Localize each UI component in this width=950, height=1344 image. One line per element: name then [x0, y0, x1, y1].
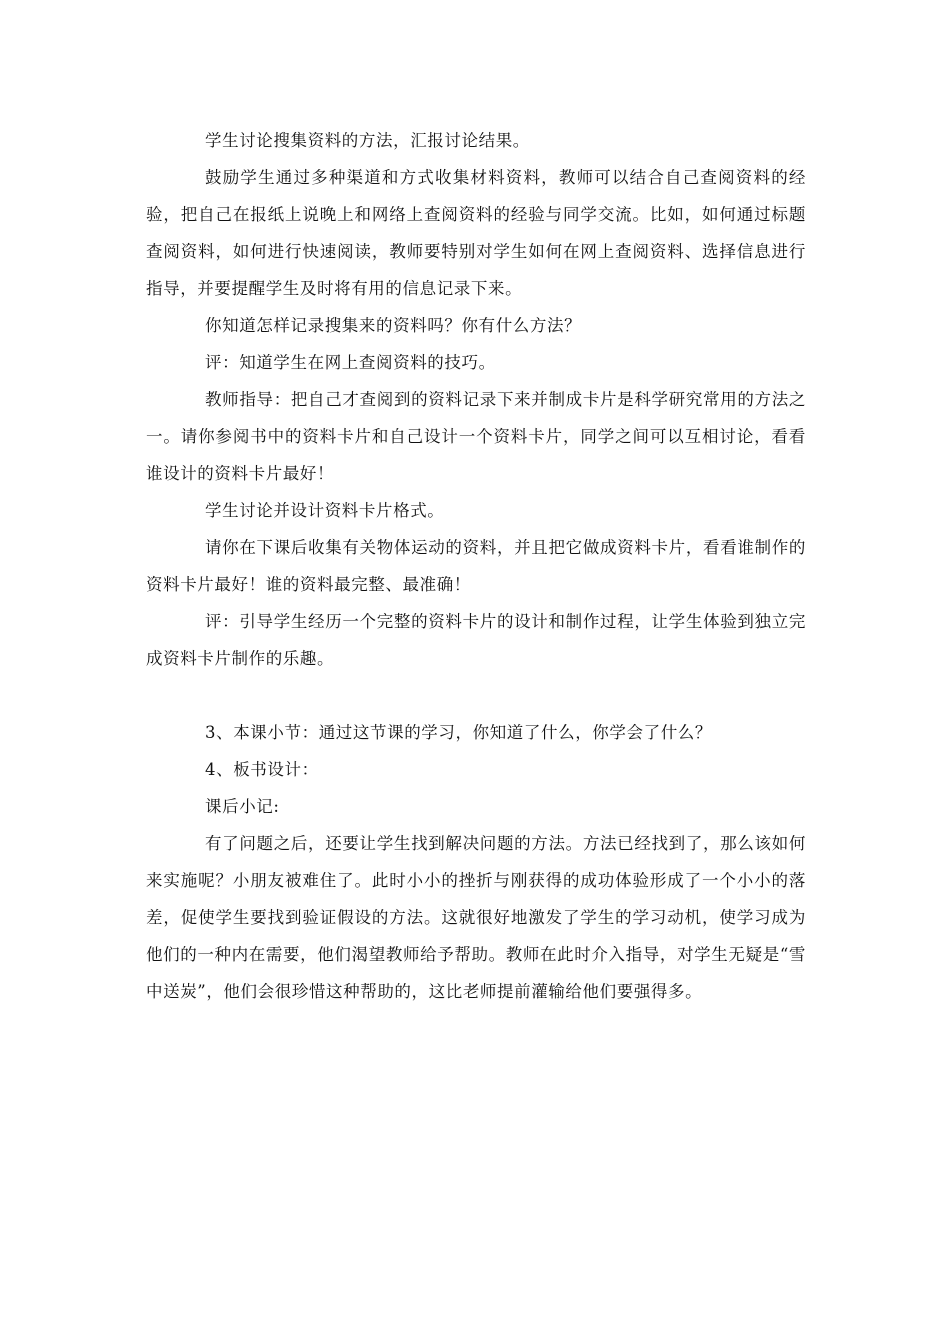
paragraph-comment-skills: 评：知道学生在网上查阅资料的技巧。 [205, 353, 496, 372]
paragraph-teacher-guidance: 教师指导：把自己才查阅到的资料记录下来并制成卡片是科学研究常用的方法之一。请你参阅书中的资料卡片和自己设计一个资料卡片，同学之间可以互相讨论，看看谁设计的资料卡片最好！ [146, 390, 806, 483]
paragraph-card-format: 学生讨论并设计资料卡片格式。 [205, 501, 445, 520]
document-body [146, 122, 806, 1010]
paragraph-lesson-summary: 3、本课小节：通过这节课的学习，你知道了什么，你学会了什么？ [205, 723, 712, 742]
paragraph-discussion-methods: 学生讨论搜集资料的方法，汇报讨论结果。 [205, 131, 530, 150]
paragraph-homework: 请你在下课后收集有关物体运动的资料，并且把它做成资料卡片，看看谁制作的资料卡片最好！谁的资料最完整、最准确！ [146, 538, 806, 594]
paragraph-encourage-collection: 鼓励学生通过多种渠道和方式收集材料资料，教师可以结合自己查阅资料的经验，把自己在报纸上说晚上和网络上查阅资料的经验与同学交流。比如，如何通过标题查阅资料，如何进行快速阅读，教师要特别对学生如何在网上查阅资料、选择信息进行指导，并要提醒学生及时将有用的信息记录下来。 [146, 168, 806, 298]
paragraph-reflection: 有了问题之后，还要让学生找到解决问题的方法。方法已经找到了，那么该如何来实施呢？小朋友被难住了。此时小小的挫折与刚获得的成功体验形成了一个小小的落差，促使学生要找到验证假设的方法。这就很好地激发了学生的学习动机，使学习成为他们的一种内在需要，他们渴望教师给予帮助。教师在此时介入指导，对学生无疑是“雪中送炭”，他们会很珍惜这种帮助的，这比老师提前灌输给他们要强得多。 [146, 834, 806, 1001]
paragraph-notes-heading: 课后小记: [205, 797, 280, 816]
paragraph-comment-process: 评：引导学生经历一个完整的资料卡片的设计和制作过程，让学生体验到独立完成资料卡片制作的乐趣。 [146, 612, 806, 668]
paragraph-board-design: 4、板书设计： [205, 760, 319, 779]
paragraph-question-recording: 你知道怎样记录搜集来的资料吗？你有什么方法？ [205, 316, 582, 335]
